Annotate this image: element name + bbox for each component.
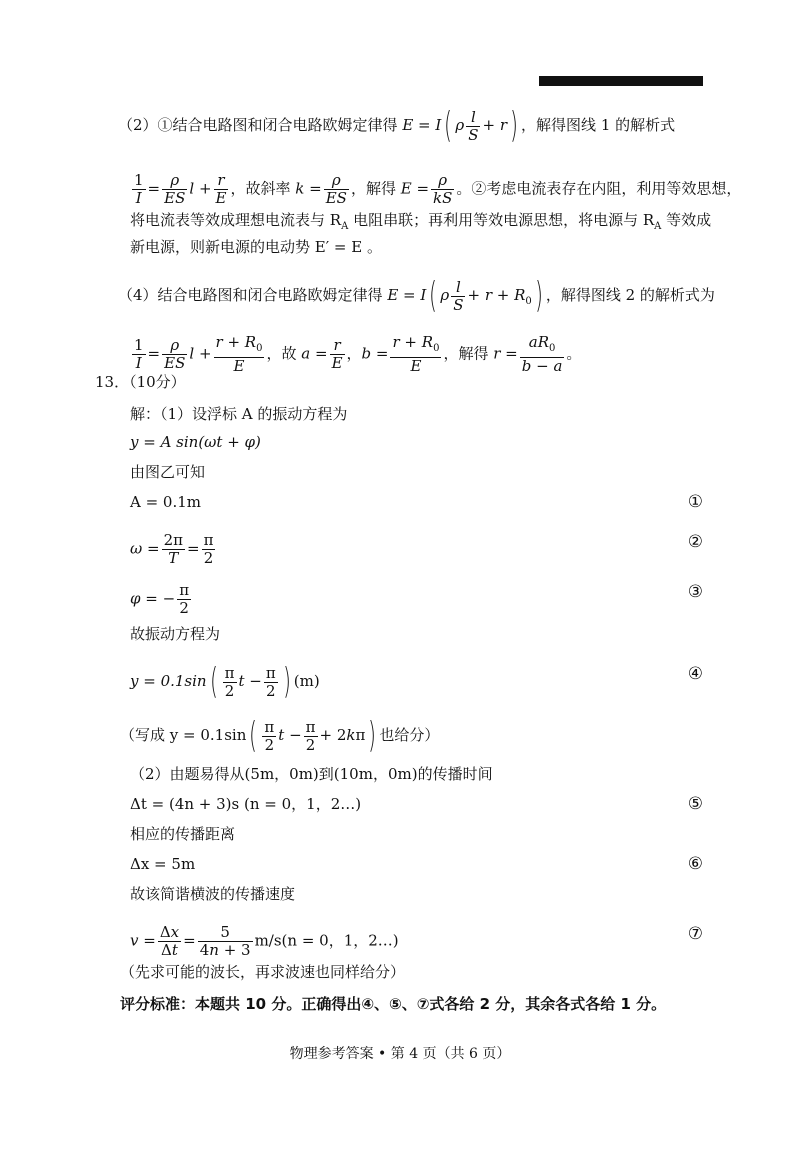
- eq4-alt: （写成 y = 0.1sin( $\frac{\pi}{2}$ t − $\frac{\pi}{2}$ + 2kπ) 也给分）: [120, 715, 440, 756]
- part2-line4: 新电源，则新电源的电动势 E′ = E 。: [130, 238, 382, 256]
- speed-label: 故该简谐横波的传播速度: [130, 885, 296, 903]
- part2-line2: $\frac{1}{I}$ = $\frac{\rho}{ES}$ l + $\frac{r}{E}$ ，故斜率 k = $\frac{\rho}{ES}$ ，解得 E = $\frac{\rho}{kS}$ 。②考虑电流表存在内阻，利用等效思想，: [134, 171, 742, 207]
- eq4: y = 0.1sin( $\frac{\pi}{2}$ t − $\frac{\pi}{2}$ ) (m): [130, 661, 320, 702]
- header-bar: [539, 76, 703, 86]
- part4-line1: （4）结合电路图和闭合电路欧姆定律得 E = I( ρ $\frac{l}{S}$ + $r + R_0$) ，解得图线 2 的解析式为: [118, 275, 715, 316]
- q13-header: 13．（10分）: [95, 373, 186, 391]
- marker-5: ⑤: [687, 794, 703, 814]
- part2-line1: （2）①结合电路图和闭合电路欧姆定律得 E = I( ρ $\frac{l}{S}$ + r) ，解得图线 1 的解析式: [118, 105, 676, 146]
- eq5: Δt = (4n + 3)s (n = 0，1，2…): [130, 795, 362, 813]
- marker-6: ⑥: [687, 854, 703, 874]
- from-graph: 由图乙可知: [130, 463, 206, 481]
- marker-3: ③: [687, 582, 703, 602]
- scoring-criteria: 评分标准：本题共 10 分。正确得出④、⑤、⑦式各给 2 分，其余各式各给 1 分。: [120, 995, 667, 1013]
- part4-line2: $\frac{1}{I}$ = $\frac{\rho}{ES}$ l + $\frac{r + R_0}{E}$ ，故 a = $\frac{r}{E}$ ，b = $\frac{r + R_0}{E}$ ，解得 r = $\frac{aR_0}{b - a}$ 。: [134, 333, 582, 375]
- eq7: v = $\frac{\Delta x}{\Delta t}$ = $\frac{5}{4n + 3}$ m/s(n = 0，1，2…): [130, 923, 399, 959]
- eq6: Δx = 5m: [130, 855, 196, 873]
- therefore: 故振动方程为: [130, 625, 221, 643]
- part2-intro: （2）由题易得从(5m，0m)到(10m，0m)的传播时间: [130, 765, 493, 783]
- eq3: φ = − $\frac{\pi}{2}$: [130, 581, 190, 617]
- marker-4: ④: [687, 664, 703, 684]
- eq-general: y = A sin(ωt + φ): [130, 433, 261, 451]
- note: （先求可能的波长，再求波速也同样给分）: [120, 963, 406, 981]
- eq2: ω = $\frac{2\pi}{T}$ = $\frac{\pi}{2}$: [130, 531, 214, 567]
- distance-label: 相应的传播距离: [130, 825, 236, 843]
- page-footer: 物理参考答案 • 第 4 页（共 6 页）: [289, 1046, 511, 1062]
- marker-2: ②: [687, 532, 703, 552]
- eq1: A = 0.1m: [130, 493, 202, 511]
- marker-7: ⑦: [687, 924, 703, 944]
- part2-line3: 将电流表等效成理想电流表与 $R_A$ 电阻串联；再利用等效电源思想，将电源与 $R_A$ 等效成: [130, 211, 712, 232]
- q13-solve: 解：（1）设浮标 A 的振动方程为: [130, 405, 348, 423]
- marker-1: ①: [687, 492, 703, 512]
